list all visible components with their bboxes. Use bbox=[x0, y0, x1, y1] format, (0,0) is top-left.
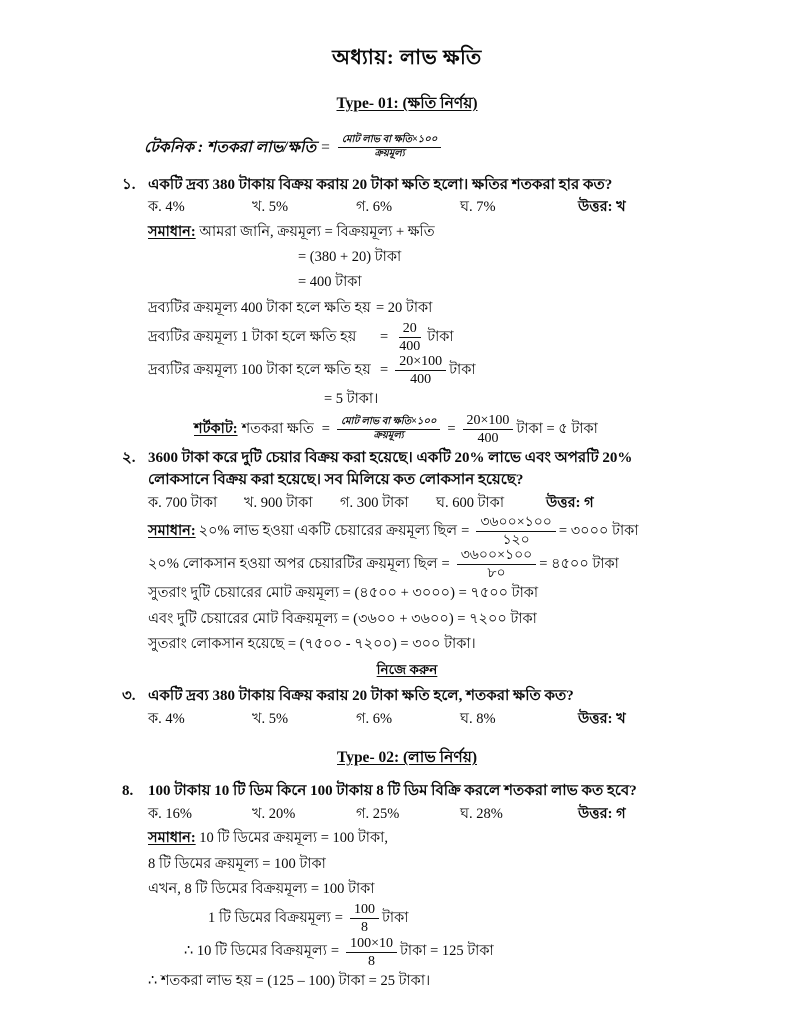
q2-line-2-equals: = bbox=[441, 555, 450, 572]
q2-line-2-numerator: ৩৬০০×১০০ bbox=[457, 548, 537, 565]
q4-line-4-fraction bbox=[350, 902, 379, 935]
question-2-option-a[interactable]: ক. 700 টাকা bbox=[148, 494, 218, 511]
q1-shortcut-denominator-2: 400 bbox=[477, 430, 499, 446]
question-3-answer: উত্তর: খ bbox=[578, 711, 626, 728]
q1-step-2 bbox=[148, 321, 692, 354]
question-2-line bbox=[122, 448, 692, 492]
q4-line-5-denominator: 8 bbox=[368, 953, 376, 969]
q4-line-5-fraction bbox=[346, 936, 397, 969]
question-4-solution bbox=[122, 826, 692, 994]
q1-shortcut-equals-2: = bbox=[447, 420, 456, 437]
q2-line-2-label: ২০% লোকসান হওয়া অপর চেয়ারটির ক্রয়মূল্য ছিল bbox=[148, 555, 438, 572]
q4-line-4-denominator: 8 bbox=[360, 920, 368, 936]
question-3-option-a[interactable]: ক. 4% bbox=[148, 711, 185, 728]
question-4-option-a[interactable]: ক. 16% bbox=[148, 806, 192, 822]
q4-line-5-label: ∴ 10 টি ডিমের বিক্রয়মূল্য bbox=[184, 943, 327, 960]
type-02-heading bbox=[122, 745, 692, 771]
q1-step-3-unit: টাকা bbox=[449, 362, 476, 379]
q1-step-1-label: দ্রব্যটির ক্রয়মূল্য 400 টাকা হলে ক্ষতি হয় bbox=[148, 299, 371, 316]
q1-solution-label: সমাধান: bbox=[148, 223, 196, 240]
question-2-option-b[interactable]: খ. 900 টাকা bbox=[244, 494, 313, 511]
q1-solution-line-3: = 400 টাকা bbox=[298, 274, 362, 291]
q1-step-3-numerator: 20×100 bbox=[395, 354, 446, 371]
question-2 bbox=[122, 448, 692, 657]
question-3-option-c[interactable]: গ. 6% bbox=[356, 711, 393, 728]
q1-step-3-denominator: 400 bbox=[410, 372, 432, 388]
q2-solution-line-2 bbox=[148, 548, 692, 581]
question-4-options bbox=[122, 803, 692, 826]
q1-shortcut-equals-1: = bbox=[321, 420, 330, 437]
question-3-options bbox=[122, 708, 692, 731]
question-3-option-b[interactable]: খ. 5% bbox=[252, 711, 289, 728]
q4-line-4-unit: টাকা bbox=[381, 910, 409, 927]
q2-solution-line-4: এবং দুটি চেয়ারের মোট বিক্রয়মূল্য = (৩৬০০ + ৩৬০০) = ৭২০০ টাকা bbox=[148, 610, 537, 627]
question-4-option-b[interactable]: খ. 20% bbox=[252, 806, 296, 822]
self-practice-heading bbox=[122, 659, 692, 682]
question-4-answer: উত্তর: গ bbox=[578, 806, 626, 822]
question-2-number: ২. bbox=[122, 450, 136, 467]
q4-solution-line-5 bbox=[148, 936, 692, 969]
q2-solution-line-1 bbox=[148, 515, 692, 548]
question-1-answer: উত্তর: খ bbox=[578, 199, 626, 216]
q4-solution-line-4 bbox=[148, 902, 692, 935]
q1-step-1 bbox=[148, 296, 692, 321]
q1-solution-line-2: = (380 + 20) টাকা bbox=[298, 248, 402, 265]
q4-line-5-numerator: 100×10 bbox=[346, 936, 397, 953]
q1-step-3-fraction bbox=[395, 354, 446, 387]
q2-solution-label: সমাধান: bbox=[148, 522, 196, 539]
q1-shortcut-denominator-1: ক্রয়মূল্য bbox=[373, 429, 404, 441]
q1-shortcut-numerator-2: 20×100 bbox=[463, 413, 514, 430]
technique-numerator: মোট লাভ বা ক্ষতি×১০০ bbox=[338, 135, 441, 148]
question-2-solution bbox=[122, 515, 692, 658]
question-2-text-line-1: 3600 টাকা করে দুটি চেয়ার বিক্রয় করা হয়েছে। একটি 20% লাভে এবং অপরটি 20% bbox=[148, 450, 633, 467]
q2-line-2-fraction bbox=[457, 548, 537, 581]
question-2-text bbox=[148, 448, 692, 492]
technique-label: টেকনিক : শতকরা লাভ/ক্ষতি bbox=[144, 138, 317, 156]
question-4-text: 100 টাকায় 10 টি ডিম কিনে 100 টাকায় 8 টি ডিম বিক্রি করলে শতকরা লাভ কত হবে? bbox=[148, 783, 637, 800]
q1-step-3-label: দ্রব্যটির ক্রয়মূল্য 100 টাকা হলে ক্ষতি হয় bbox=[148, 362, 371, 379]
q2-line-1-denominator: ১২০ bbox=[502, 532, 530, 548]
question-1-option-b[interactable]: খ. 5% bbox=[252, 199, 289, 216]
q2-line-2-denominator: ৮০ bbox=[487, 566, 506, 582]
question-1-line bbox=[122, 175, 692, 197]
q2-line-2-tail: = ৪৫০০ টাকা bbox=[539, 555, 619, 572]
q2-line-1-fraction bbox=[476, 515, 556, 548]
q4-solution-line-6: ∴ শতকরা লাভ হয় = (125 – 100) টাকা = 25 টাকা। bbox=[148, 972, 431, 989]
question-3-option-d[interactable]: ঘ. 8% bbox=[460, 711, 496, 728]
q1-shortcut bbox=[148, 413, 692, 446]
q4-solution-line-1 bbox=[148, 826, 692, 851]
question-1-number: ১. bbox=[122, 176, 136, 193]
q1-shortcut-fraction-2 bbox=[463, 413, 514, 446]
q1-step-2-unit: টাকা bbox=[427, 328, 454, 345]
type-02-heading-text: Type- 02: (লাভ নির্ণয়) bbox=[337, 749, 477, 767]
question-2-options bbox=[122, 492, 692, 515]
question-4-number: 8. bbox=[122, 783, 134, 800]
question-1-solution bbox=[122, 220, 692, 447]
q4-solution-label: সমাধান: bbox=[148, 830, 196, 847]
q2-line-1-label: ২০% লাভ হওয়া একটি চেয়ারের ক্রয়মূল্য ছিল bbox=[198, 522, 458, 539]
question-3 bbox=[122, 686, 692, 731]
q1-step-4: = 5 টাকা। bbox=[324, 391, 379, 408]
q1-shortcut-text: শতকরা ক্ষতি bbox=[241, 420, 314, 437]
page-content bbox=[122, 46, 692, 996]
q4-solution-text-1: 10 টি ডিমের ক্রয়মূল্য = 100 টাকা, bbox=[199, 830, 388, 847]
q4-line-4-numerator: 100 bbox=[350, 902, 379, 919]
type-01-heading-text: Type- 01: (ক্ষতি নির্ণয়) bbox=[336, 94, 478, 112]
question-2-text-line-2: লোকসানে বিক্রয় করা হয়েছে। সব মিলিয়ে কত লোকসান হয়েছে? bbox=[148, 471, 524, 488]
q1-solution-line-1 bbox=[148, 220, 692, 245]
q4-line-4-label: 1 টি ডিমের বিক্রয়মূল্য bbox=[208, 910, 331, 927]
q4-line-5-equals: = bbox=[330, 943, 340, 960]
q4-line-5-tail: টাকা = 125 টাকা bbox=[400, 943, 494, 960]
chapter-title: অধ্যায়: লাভ ক্ষতি bbox=[332, 47, 482, 69]
q1-shortcut-tail: টাকা = ৫ টাকা bbox=[516, 420, 598, 437]
type-01-heading bbox=[122, 91, 692, 117]
q1-shortcut-label: শর্টকাট: bbox=[194, 420, 238, 437]
q1-step-3-equals: = bbox=[380, 362, 389, 379]
question-2-answer: উত্তর: গ bbox=[546, 494, 594, 511]
question-1 bbox=[122, 175, 692, 446]
question-4-option-c[interactable]: গ. 25% bbox=[356, 806, 400, 822]
q4-line-4-equals: = bbox=[334, 910, 343, 927]
q1-solution-text-1: আমরা জানি, ক্রয়মূল্য = বিক্রয়মূল্য + ক্ষতি bbox=[199, 223, 435, 240]
q2-solution-line-3: সুতরাং দুটি চেয়ারের মোট ক্রয়মূল্য = (৪৫০০ + ৩০০০) = ৭৫০০ টাকা bbox=[148, 585, 539, 602]
q1-step-1-value: = 20 টাকা bbox=[376, 299, 433, 316]
technique-formula bbox=[122, 135, 692, 161]
q2-line-1-tail: = ৩০০০ টাকা bbox=[558, 522, 639, 539]
question-1-option-a[interactable]: ক. 4% bbox=[148, 199, 185, 216]
technique-equals: = bbox=[321, 138, 330, 156]
q1-shortcut-fraction-1 bbox=[337, 417, 440, 442]
q1-step-2-fraction bbox=[395, 321, 424, 354]
q1-step-2-numerator: 20 bbox=[399, 321, 421, 338]
q1-step-3 bbox=[148, 354, 692, 387]
technique-denominator: ক্রয়মূল্য bbox=[374, 148, 405, 160]
question-1-option-d[interactable]: ঘ. 7% bbox=[460, 199, 496, 216]
question-1-options bbox=[122, 196, 692, 219]
question-3-text: একটি দ্রব্য 380 টাকায় বিক্রয় করায় 20 টাকা ক্ষতি হলে, শতকরা ক্ষতি কত? bbox=[148, 688, 574, 705]
technique-fraction bbox=[338, 135, 441, 160]
q1-shortcut-numerator-1: মোট লাভ বা ক্ষতি×১০০ bbox=[337, 417, 440, 430]
self-practice-heading-text: নিজে করুন bbox=[376, 662, 438, 678]
q4-solution-line-2: 8 টি ডিমের ক্রয়মূল্য = 100 টাকা bbox=[148, 855, 326, 872]
question-2-option-d[interactable]: ঘ. 600 টাকা bbox=[436, 494, 505, 511]
q2-line-1-numerator: ৩৬০০×১০০ bbox=[476, 515, 556, 532]
q1-step-2-label: দ্রব্যটির ক্রয়মূল্য 1 টাকা হলে ক্ষতি হয় bbox=[148, 328, 357, 345]
question-4-option-d[interactable]: ঘ. 28% bbox=[460, 806, 503, 822]
q1-step-2-equals: = bbox=[380, 328, 389, 345]
question-3-line bbox=[122, 686, 692, 708]
q2-line-1-equals: = bbox=[461, 522, 470, 539]
question-1-text: একটি দ্রব্য 380 টাকায় বিক্রয় করায় 20 টাকা ক্ষতি হলো। ক্ষতির শতকরা হার কত? bbox=[148, 176, 613, 193]
question-3-number: ৩. bbox=[122, 688, 136, 705]
question-4 bbox=[122, 781, 692, 994]
q1-step-2-denominator: 400 bbox=[399, 339, 421, 355]
question-2-option-c[interactable]: গ. 300 টাকা bbox=[340, 494, 409, 511]
question-1-option-c[interactable]: গ. 6% bbox=[356, 199, 393, 216]
q2-solution-line-5: সুতরাং লোকসান হয়েছে = (৭৫০০ - ৭২০০) = ৩০০ টাকা। bbox=[148, 635, 476, 652]
question-4-line bbox=[122, 781, 692, 803]
q4-solution-line-3: এখন, 8 টি ডিমের বিক্রয়মূল্য = 100 টাকা bbox=[148, 880, 375, 897]
